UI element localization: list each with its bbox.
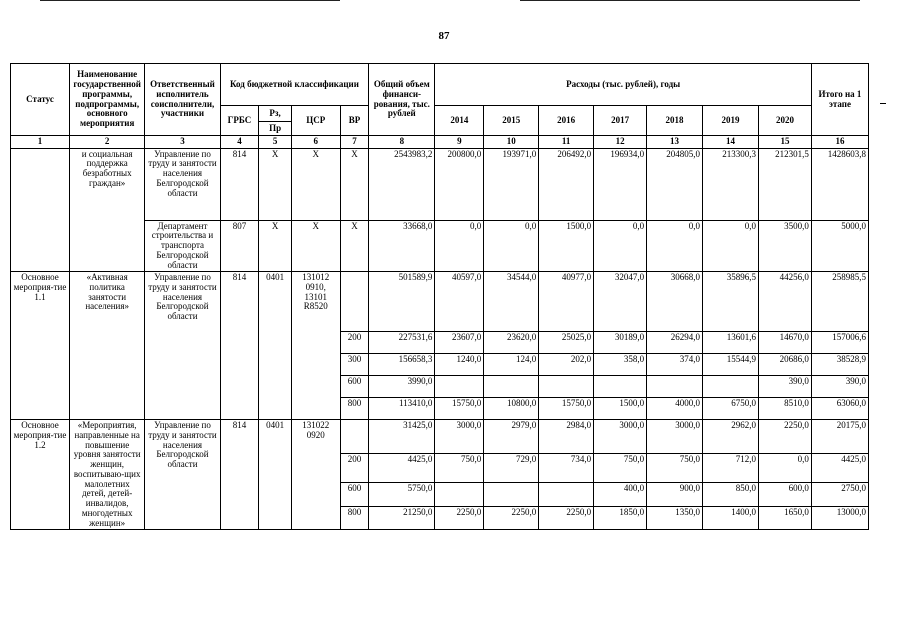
column-number: 9 (435, 136, 484, 149)
column-number: 4 (220, 136, 259, 149)
page-top-edge-right (520, 0, 860, 1)
table-row (11, 420, 869, 454)
header-responsible: Ответственный исполнитель соисполнители, участники (145, 64, 220, 136)
year-value-cell: 35896,5 (703, 272, 759, 332)
year-value-cell: 212301,5 (759, 148, 812, 220)
stage-total-cell: 5000,0 (811, 220, 868, 272)
year-value-cell: 1400,0 (703, 506, 759, 529)
header-year: 2015 (484, 106, 539, 136)
year-value-cell (484, 483, 539, 506)
stage-total-cell: 1428603,8 (811, 148, 868, 220)
column-number: 7 (340, 136, 369, 149)
header-status: Статус (11, 64, 70, 136)
year-value-cell: 13601,6 (703, 332, 759, 354)
year-value-cell: 400,0 (594, 483, 647, 506)
header-vr: ВР (340, 106, 369, 136)
header-expenses: Расходы (тыс. рублей), годы (435, 64, 812, 106)
header-budget-code: Код бюджетной классификации (220, 64, 369, 106)
year-value-cell: 34544,0 (484, 272, 539, 332)
total-cell: 21250,0 (369, 506, 435, 529)
year-value-cell: 25025,0 (539, 332, 594, 354)
year-value-cell (435, 376, 484, 398)
year-value-cell: 3000,0 (435, 420, 484, 454)
year-value-cell: 1500,0 (539, 220, 594, 272)
vr-cell (340, 272, 369, 332)
year-value-cell: 2984,0 (539, 420, 594, 454)
year-value-cell: 1500,0 (594, 398, 647, 420)
year-value-cell: 2250,0 (435, 506, 484, 529)
year-value-cell (539, 483, 594, 506)
column-number: 3 (145, 136, 220, 149)
stage-total-cell: 13000,0 (811, 506, 868, 529)
year-value-cell: 15750,0 (435, 398, 484, 420)
header-year: 2018 (647, 106, 703, 136)
vr-cell: X (340, 220, 369, 272)
year-value-cell: 3000,0 (594, 420, 647, 454)
header-csr: ЦСР (291, 106, 340, 136)
responsible-cell: Департамент строительства и транспорта Белгородской области (145, 220, 220, 272)
year-value-cell: 1650,0 (759, 506, 812, 529)
header-total-volume: Общий объем финанси-рования, тыс. рублей (369, 64, 435, 136)
year-value-cell: 0,0 (484, 220, 539, 272)
total-cell: 2543983,2 (369, 148, 435, 220)
vr-cell: 600 (340, 483, 369, 506)
csr-cell: 131022 0920 (291, 420, 340, 530)
header-year: 2020 (759, 106, 812, 136)
column-numbers-row (11, 136, 869, 149)
vr-cell: 600 (340, 376, 369, 398)
year-value-cell: 0,0 (435, 220, 484, 272)
column-number: 5 (259, 136, 292, 149)
table-header (11, 64, 869, 149)
name-cell: «Активная политика занятости населения» (70, 272, 145, 420)
header-grbs: ГРБС (220, 106, 259, 136)
column-number: 13 (647, 136, 703, 149)
column-number: 15 (759, 136, 812, 149)
total-cell: 5750,0 (369, 483, 435, 506)
year-value-cell: 23620,0 (484, 332, 539, 354)
year-value-cell: 900,0 (647, 483, 703, 506)
total-cell: 113410,0 (369, 398, 435, 420)
header-name: Наименование государственной программы, подпрограммы, основного мероприятия (70, 64, 145, 136)
year-value-cell: 15750,0 (539, 398, 594, 420)
year-value-cell: 40977,0 (539, 272, 594, 332)
year-value-cell (703, 376, 759, 398)
year-value-cell: 6750,0 (703, 398, 759, 420)
year-value-cell: 30668,0 (647, 272, 703, 332)
year-value-cell: 374,0 (647, 354, 703, 376)
rzpr-cell: 0401 (259, 420, 292, 530)
csr-cell: 131012 0910, 13101 R8520 (291, 272, 340, 420)
header-rz: Рз, (259, 106, 292, 122)
stage-total-cell: 258985,5 (811, 272, 868, 332)
header-year: 2016 (539, 106, 594, 136)
header-year: 2017 (594, 106, 647, 136)
year-value-cell (435, 483, 484, 506)
responsible-cell: Управление по труду и занятости населения Белгородской области (145, 420, 220, 530)
total-cell: 156658,3 (369, 354, 435, 376)
status-cell: Основное мероприя-тие 1.1 (11, 272, 70, 420)
year-value-cell: 850,0 (703, 483, 759, 506)
vr-cell: 200 (340, 454, 369, 483)
year-value-cell: 4000,0 (647, 398, 703, 420)
year-value-cell: 0,0 (759, 454, 812, 483)
stage-total-cell: 20175,0 (811, 420, 868, 454)
csr-cell: X (291, 220, 340, 272)
margin-mark (880, 103, 886, 104)
grbs-cell: 814 (220, 148, 259, 220)
year-value-cell: 202,0 (539, 354, 594, 376)
table-row (11, 148, 869, 220)
year-value-cell: 26294,0 (647, 332, 703, 354)
year-value-cell: 3000,0 (647, 420, 703, 454)
year-value-cell: 734,0 (539, 454, 594, 483)
year-value-cell: 1240,0 (435, 354, 484, 376)
table-body (11, 148, 869, 530)
year-value-cell: 44256,0 (759, 272, 812, 332)
year-value-cell: 712,0 (703, 454, 759, 483)
stage-total-cell: 4425,0 (811, 454, 868, 483)
column-number: 2 (70, 136, 145, 149)
rzpr-cell: 0401 (259, 272, 292, 420)
year-value-cell: 3500,0 (759, 220, 812, 272)
year-value-cell: 14670,0 (759, 332, 812, 354)
year-value-cell: 20686,0 (759, 354, 812, 376)
year-value-cell: 2250,0 (759, 420, 812, 454)
year-value-cell: 15544,9 (703, 354, 759, 376)
column-number: 6 (291, 136, 340, 149)
total-cell: 3990,0 (369, 376, 435, 398)
year-value-cell: 390,0 (759, 376, 812, 398)
grbs-cell: 814 (220, 420, 259, 530)
vr-cell: 300 (340, 354, 369, 376)
year-value-cell: 1350,0 (647, 506, 703, 529)
vr-cell: X (340, 148, 369, 220)
header-stage-total: Итого на 1 этапе (811, 64, 868, 136)
year-value-cell: 750,0 (435, 454, 484, 483)
csr-cell: X (291, 148, 340, 220)
name-cell: и социальная поддержка безработных граждан» (70, 148, 145, 272)
header-pr: Пр (259, 122, 292, 136)
name-cell: «Мероприятия, направленные на повышение уровня занятости женщин, воспитываю-щих малолетних детей, детей-инвалидов, многодетных женщин» (70, 420, 145, 530)
year-value-cell: 0,0 (647, 220, 703, 272)
column-number: 1 (11, 136, 70, 149)
total-cell: 31425,0 (369, 420, 435, 454)
year-value-cell: 2250,0 (539, 506, 594, 529)
year-value-cell: 0,0 (594, 220, 647, 272)
total-cell: 4425,0 (369, 454, 435, 483)
year-value-cell: 2962,0 (703, 420, 759, 454)
table-row (11, 272, 869, 332)
year-value-cell: 8510,0 (759, 398, 812, 420)
budget-table (10, 63, 869, 530)
total-cell: 33668,0 (369, 220, 435, 272)
vr-cell (340, 420, 369, 454)
column-number: 10 (484, 136, 539, 149)
year-value-cell: 213300,3 (703, 148, 759, 220)
year-value-cell: 193971,0 (484, 148, 539, 220)
status-cell: Основное мероприя-тие 1.2 (11, 420, 70, 530)
year-value-cell: 124,0 (484, 354, 539, 376)
year-value-cell: 729,0 (484, 454, 539, 483)
year-value-cell: 10800,0 (484, 398, 539, 420)
year-value-cell (539, 376, 594, 398)
year-value-cell: 200800,0 (435, 148, 484, 220)
total-cell: 227531,6 (369, 332, 435, 354)
column-number: 11 (539, 136, 594, 149)
stage-total-cell: 38528,9 (811, 354, 868, 376)
year-value-cell: 204805,0 (647, 148, 703, 220)
column-number: 16 (811, 136, 868, 149)
year-value-cell: 2979,0 (484, 420, 539, 454)
column-number: 12 (594, 136, 647, 149)
grbs-cell: 814 (220, 272, 259, 420)
year-value-cell (647, 376, 703, 398)
responsible-cell: Управление по труду и занятости населения Белгородской области (145, 272, 220, 420)
status-cell (11, 148, 70, 272)
year-value-cell: 206492,0 (539, 148, 594, 220)
year-value-cell: 600,0 (759, 483, 812, 506)
year-value-cell: 32047,0 (594, 272, 647, 332)
year-value-cell: 30189,0 (594, 332, 647, 354)
year-value-cell: 750,0 (647, 454, 703, 483)
total-cell: 501589,9 (369, 272, 435, 332)
vr-cell: 800 (340, 506, 369, 529)
year-value-cell: 0,0 (703, 220, 759, 272)
rzpr-cell: X (259, 148, 292, 220)
year-value-cell: 358,0 (594, 354, 647, 376)
year-value-cell (484, 376, 539, 398)
year-value-cell: 40597,0 (435, 272, 484, 332)
grbs-cell: 807 (220, 220, 259, 272)
year-value-cell (594, 376, 647, 398)
responsible-cell: Управление по труду и занятости населения Белгородской области (145, 148, 220, 220)
vr-cell: 800 (340, 398, 369, 420)
header-year: 2019 (703, 106, 759, 136)
stage-total-cell: 390,0 (811, 376, 868, 398)
rzpr-cell: X (259, 220, 292, 272)
stage-total-cell: 2750,0 (811, 483, 868, 506)
vr-cell: 200 (340, 332, 369, 354)
year-value-cell: 23607,0 (435, 332, 484, 354)
stage-total-cell: 63060,0 (811, 398, 868, 420)
year-value-cell: 1850,0 (594, 506, 647, 529)
header-year: 2014 (435, 106, 484, 136)
page-number: 87 (438, 30, 450, 42)
year-value-cell: 2250,0 (484, 506, 539, 529)
year-value-cell: 750,0 (594, 454, 647, 483)
page-top-edge (40, 0, 340, 1)
column-number: 14 (703, 136, 759, 149)
year-value-cell: 196934,0 (594, 148, 647, 220)
stage-total-cell: 157006,6 (811, 332, 868, 354)
column-number: 8 (369, 136, 435, 149)
